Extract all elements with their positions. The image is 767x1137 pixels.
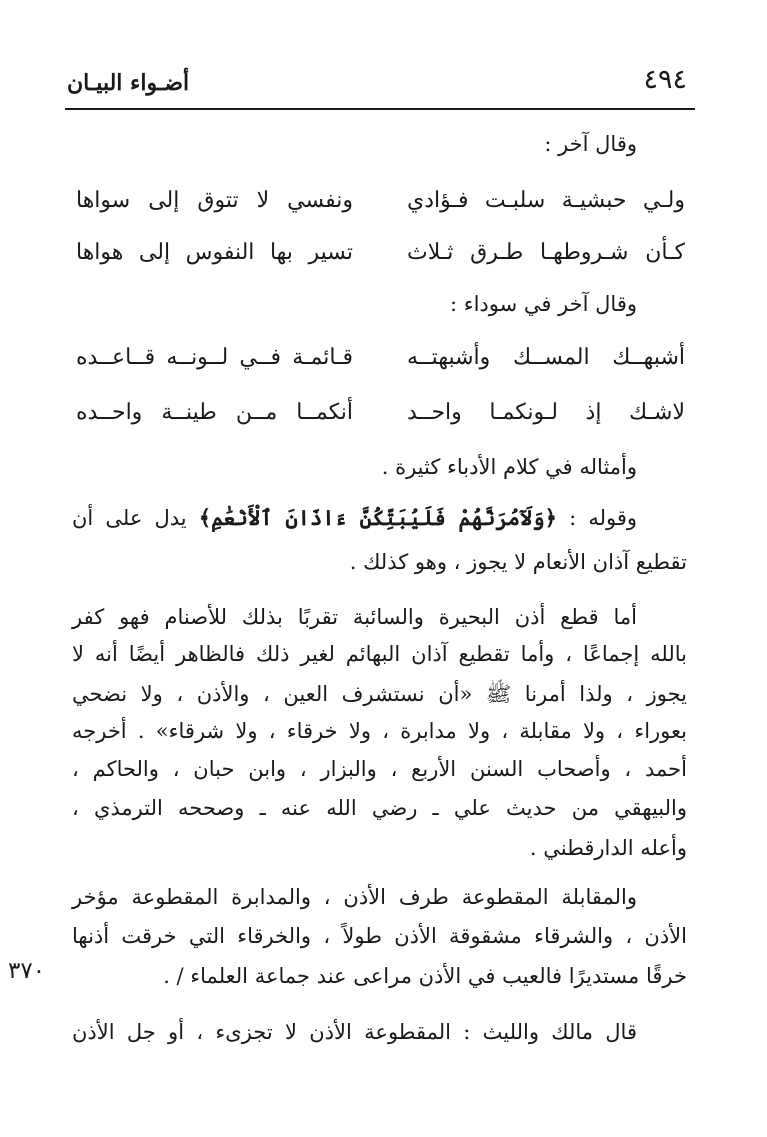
page-number: ٤٩٤: [643, 64, 687, 95]
paragraph-line: بعوراء ، ولا مقابلة ، ولا مدابرة ، ولا خرقاء ، ولا شرقاء» . أخرجه: [72, 719, 687, 743]
paragraph-line: وأمثاله في كلام الأدباء كثيرة .: [381, 455, 637, 479]
poem1-verse1-first: ولـي حبشيـة سلبـت فـؤادي: [407, 188, 685, 213]
quran-verse: ﴿وَلَآمُرَنَّهُمْ فَلَيُبَتِّكُنَّ ءَاذَانَ ٱلْأَنْعَٰمِ﴾: [198, 505, 557, 530]
paragraph-line: أما قطع أذن البحيرة والسائبة تقربًا بذلك للأصنام فهو كفر: [72, 605, 637, 629]
paragraph-line: بالله إجماعًا ، وأما تقطيع آذان البهائم لغير ذلك فالظاهر أيضًا أنه لا: [72, 642, 687, 666]
paragraph-line: قال مالك والليث : المقطوعة الأذن لا تجزىء ، أو جل الأذن: [72, 1020, 637, 1044]
poem1-verse2-first: كـأن شـروطهـا طـرق ثـلاث: [407, 240, 685, 265]
book-title: أضـواء البيـان: [67, 70, 190, 96]
poem2-verse1-first: أشبهــك المســك وأشبهتــه: [407, 345, 685, 370]
paragraph-line: يجوز ، ولذا أمرنا ﷺ «أن نستشرف العين ، والأذن ، ولا نضحي: [72, 682, 687, 706]
paragraph-line-with-verse: [72, 505, 637, 530]
poem2-verse2-second: أنكمــا مــن طينــة واحــده: [76, 400, 353, 425]
paragraph-line: وأعله الدارقطني .: [529, 836, 687, 860]
poem1-verse1-second: ونفسي لا تتوق إلى سواها: [76, 188, 353, 213]
text-segment: وقوله :: [569, 506, 638, 530]
paragraph-line: أحمد ، وأصحاب السنن الأربع ، والبزار ، وابن حبان ، والحاكم ،: [72, 757, 687, 781]
poem1-verse2-second: تسير بها النفوس إلى هواها: [76, 240, 353, 265]
paragraph-line: الأذن ، والشرقاء مشقوقة الأذن طولاً ، والخرقاء التي خرقت أذنها: [72, 924, 687, 948]
header-rule: [65, 108, 695, 110]
margin-page-number: ٣٧٠: [8, 958, 46, 984]
page-header: [65, 62, 695, 108]
paragraph-line: تقطيع آذان الأنعام لا يجوز ، وهو كذلك .: [349, 550, 687, 574]
poem2-verse2-first: لاشـك إذ لـونكمـا واحــد: [407, 400, 685, 425]
poem2-intro: وقال آخر في سوداء :: [449, 292, 637, 316]
paragraph-line: والمقابلة المقطوعة طرف الأذن ، والمدابرة المقطوعة مؤخر: [72, 885, 637, 909]
poem1-intro: وقال آخر :: [544, 132, 637, 156]
paragraph-line: خرقًا مستديرًا فالعيب في الأذن مراعى عند جماعة العلماء / .: [163, 964, 687, 988]
paragraph-line: والبيهقي من حديث علي ـ رضي الله عنه ـ وصححه الترمذي ،: [72, 796, 687, 820]
text-segment: يدل على أن: [72, 506, 187, 530]
poem2-verse1-second: قـائمـة فــي لــونــه قــاعــده: [76, 345, 353, 370]
